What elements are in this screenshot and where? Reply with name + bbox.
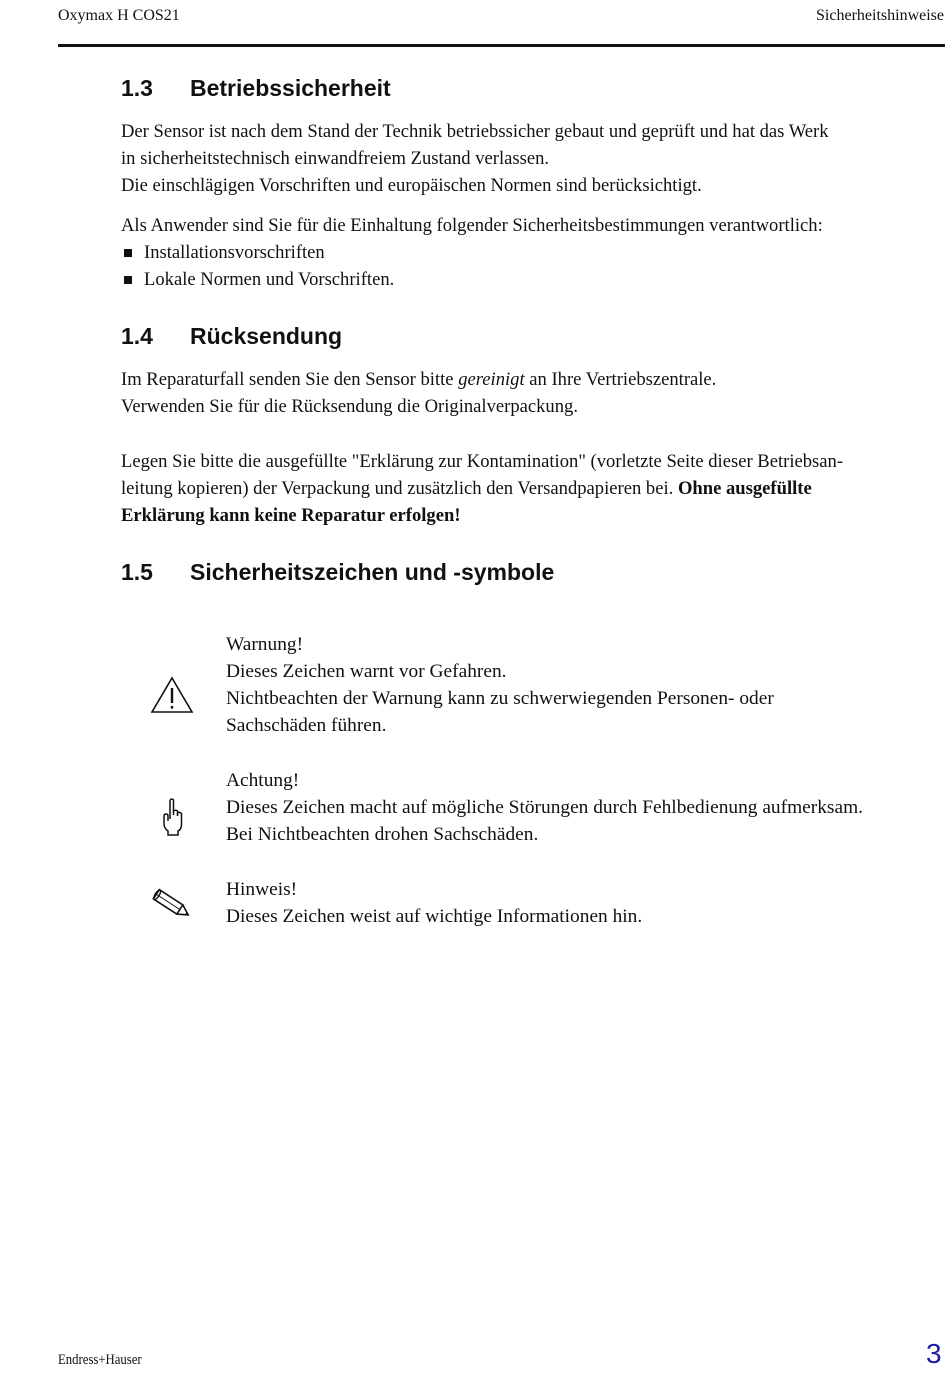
bold-text: Ohne ausgefüllte: [677, 478, 812, 499]
footer-brand: Endress+Hauser: [58, 1352, 142, 1368]
section-heading-1-5: [121, 559, 554, 586]
symbol-description-note: [226, 876, 642, 930]
text: an Ihre Vertriebszentrale.: [524, 369, 717, 390]
text: Im Reparaturfall senden Sie den Sensor bitte: [121, 369, 459, 390]
text-line: Sachschäden führen.: [226, 715, 387, 736]
text-line: Dieses Zeichen warnt vor Gefahren.: [226, 661, 507, 682]
text-line: [121, 475, 843, 502]
header-doc-title: Oxymax H COS21: [58, 7, 180, 24]
section-title: Betriebssicherheit: [190, 75, 391, 101]
pointing-hand-icon: [161, 797, 185, 837]
list-item: [121, 239, 823, 266]
page-number: 3: [926, 1338, 942, 1369]
text-line: Als Anwender sind Sie für die Einhaltung folgender Sicherheitsbestimmungen verantwortlich:: [121, 215, 823, 236]
text-line: Achtung!: [226, 770, 300, 791]
text-line: in sicherheitstechnisch einwandfreiem Zustand verlassen.: [121, 148, 550, 169]
text-line: Die einschlägigen Vorschriften und europäischen Normen sind berücksichtigt.: [121, 175, 702, 196]
list-item-text: Installationsvorschriften: [144, 242, 325, 263]
text-line: Hinweis!: [226, 879, 298, 900]
text-line: Verwenden Sie für die Rücksendung die Originalverpackung.: [121, 396, 578, 417]
list-item: [121, 266, 823, 293]
section-number: 1.3: [121, 75, 153, 101]
section-heading-1-3: [121, 75, 391, 102]
text: leitung kopieren) der Verpackung und zusätzlich den Versandpapieren bei.: [121, 478, 678, 499]
text-line: Der Sensor ist nach dem Stand der Technik betriebssicher gebaut und geprüft und hat das Werk: [121, 121, 829, 142]
warning-triangle-icon: [150, 676, 194, 714]
text-line: [121, 366, 716, 393]
header-chapter: Sicherheitshinweise: [816, 7, 944, 24]
paragraph: [121, 448, 843, 529]
section-heading-1-4: [121, 323, 342, 350]
emphasis: gereinigt: [458, 369, 525, 390]
text-line: Bei Nichtbeachten drohen Sachschäden.: [226, 824, 539, 845]
header-rule: [58, 44, 945, 47]
section-number: 1.5: [121, 559, 153, 585]
section-number: 1.4: [121, 323, 153, 349]
section-title: Sicherheitszeichen und -symbole: [190, 559, 555, 585]
list-item-text: Lokale Normen und Vorschriften.: [144, 269, 395, 290]
text-line: Dieses Zeichen macht auf mögliche Störungen durch Fehlbedienung aufmerksam.: [226, 797, 864, 818]
bold-text: Erklärung kann keine Reparatur erfolgen!: [121, 505, 461, 526]
paragraph: [121, 212, 823, 293]
bullet-icon: [124, 276, 132, 284]
text-line: Dieses Zeichen weist auf wichtige Informationen hin.: [226, 906, 643, 927]
paragraph: [121, 118, 829, 199]
text-line: Nichtbeachten der Warnung kann zu schwerwiegenden Personen- oder: [226, 688, 774, 709]
bullet-icon: [124, 249, 132, 257]
text-line: Warnung!: [226, 634, 304, 655]
section-title: Rücksendung: [190, 323, 343, 349]
paragraph: [121, 366, 716, 420]
pencil-icon: [151, 887, 193, 923]
symbol-description-warning: [226, 631, 774, 739]
symbol-description-caution: [226, 767, 863, 848]
text-line: Legen Sie bitte die ausgefüllte "Erklärung zur Kontamination" (vorletzte Seite dieser Betriebsan-: [121, 451, 844, 472]
